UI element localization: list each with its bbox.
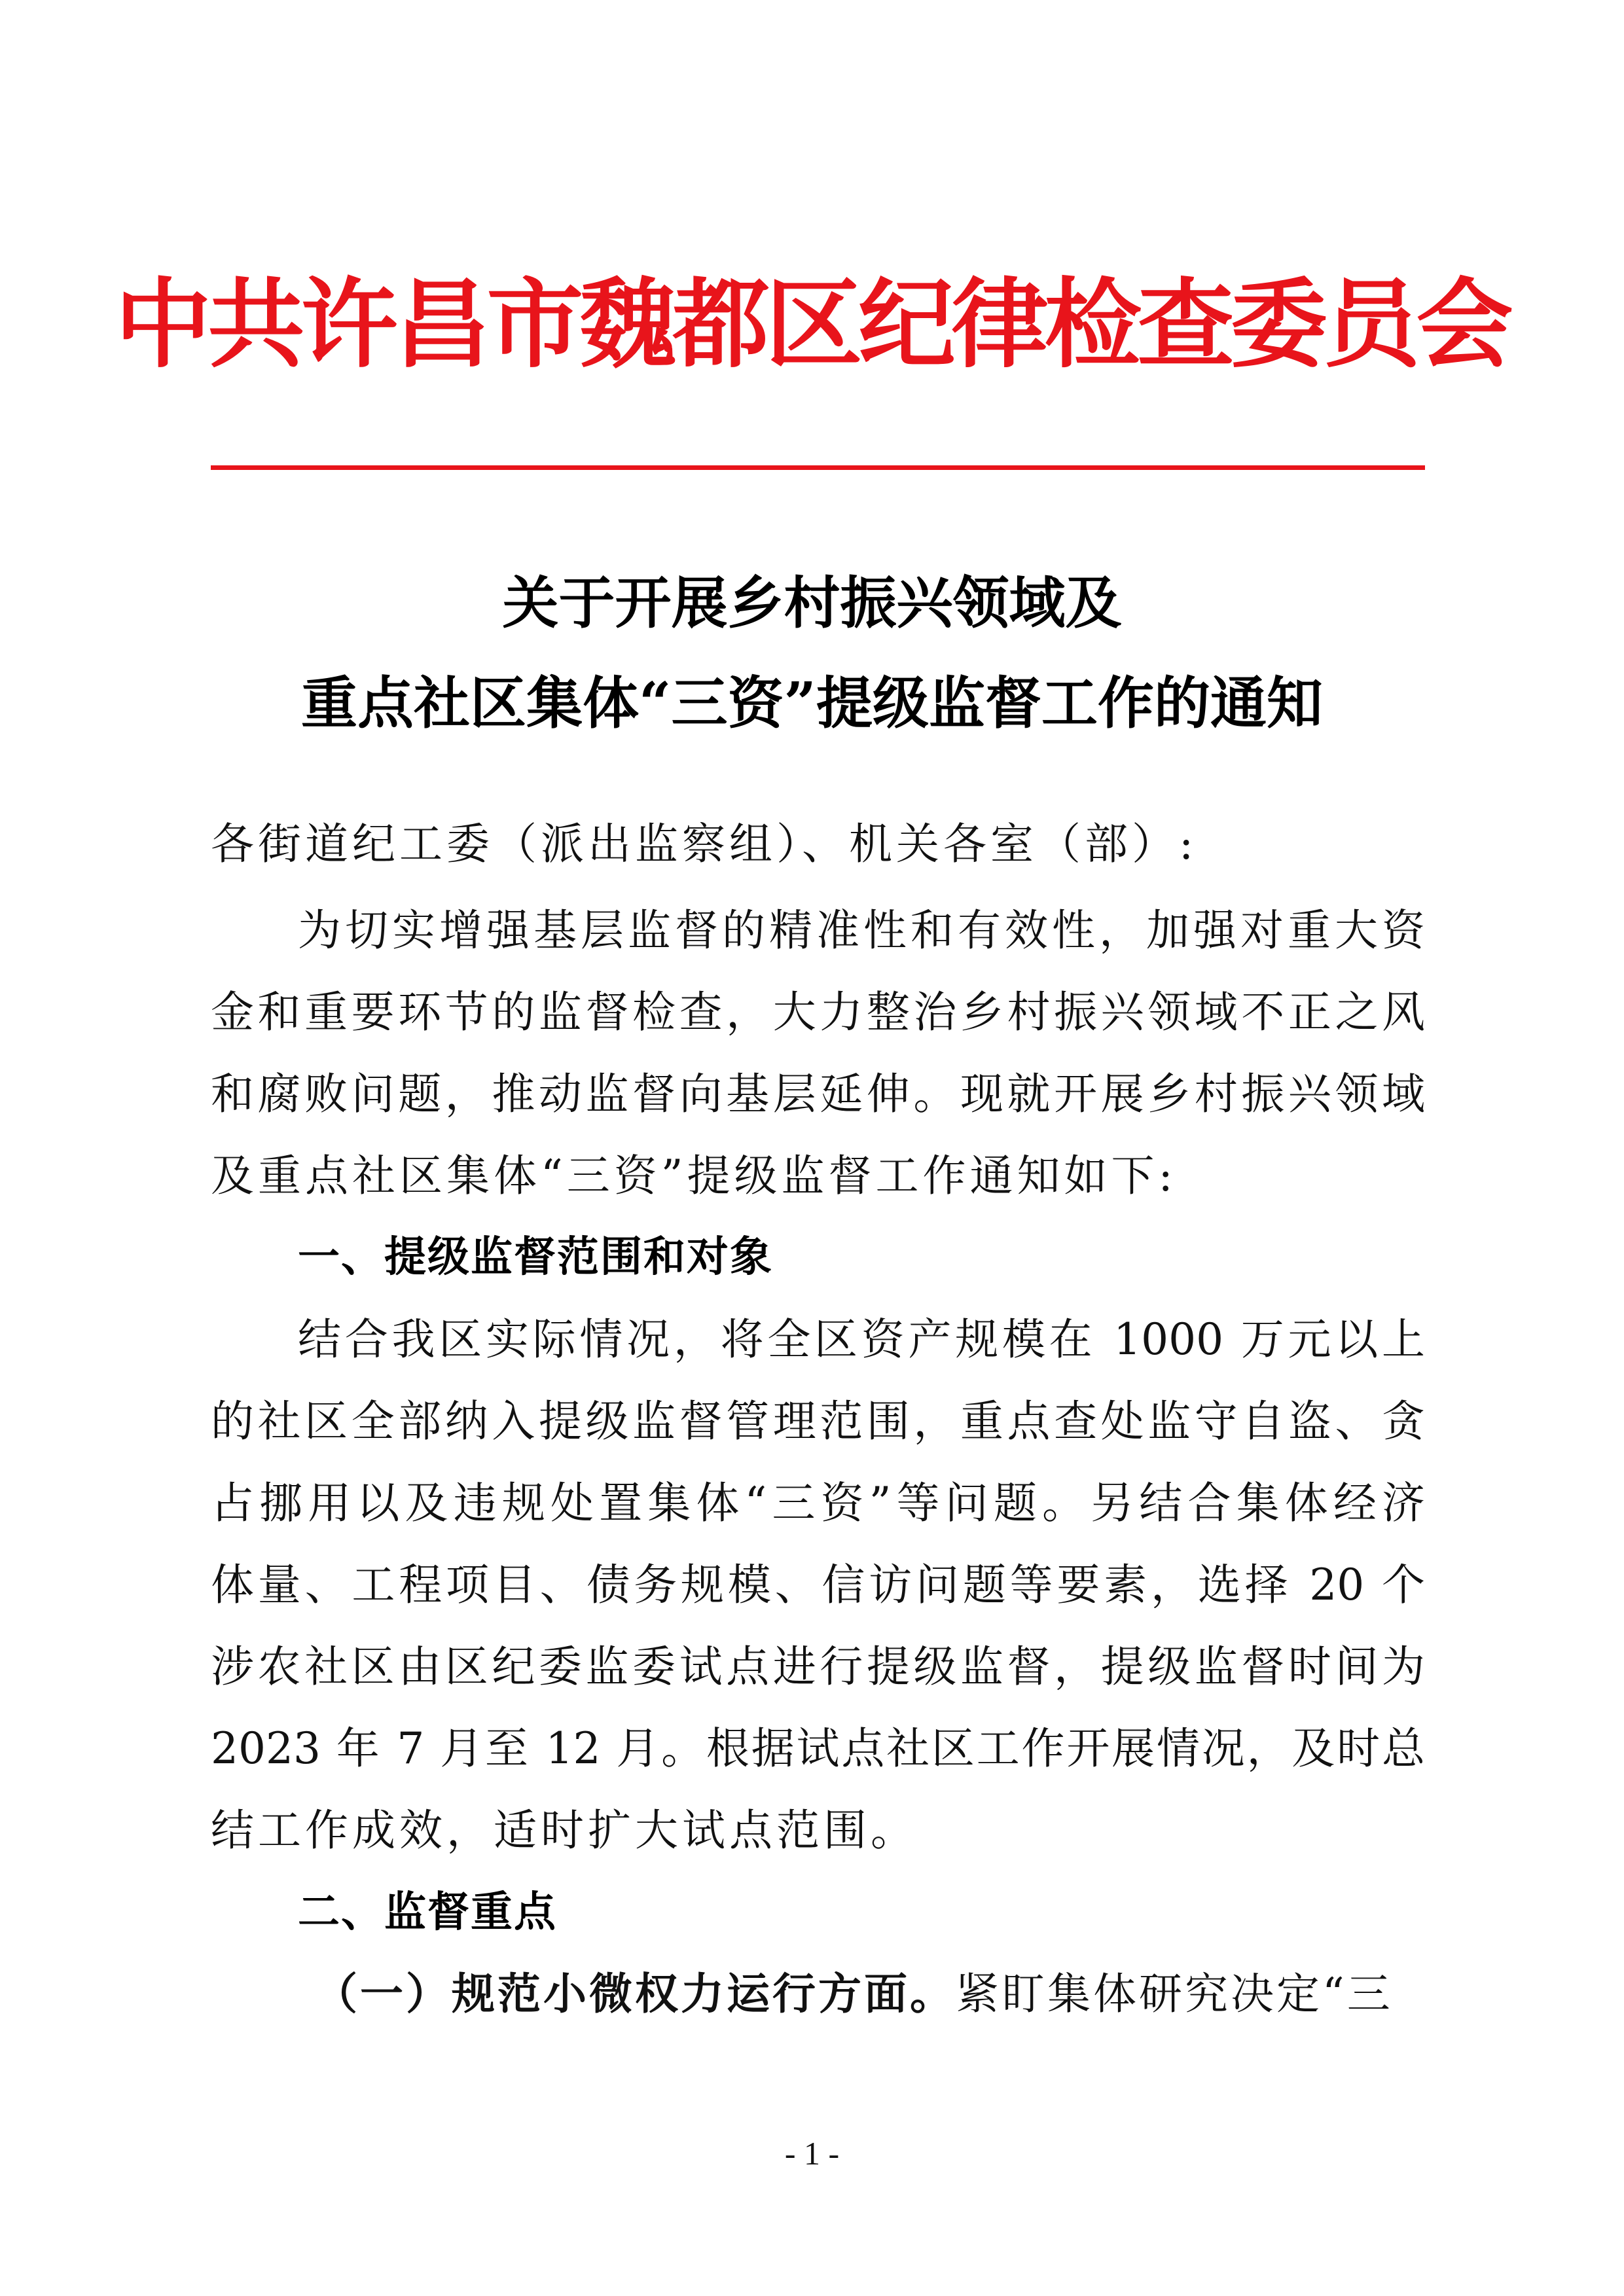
intro-line-1: 为切实增强基层监督的精准性和有效性，加强对重大资 — [298, 905, 1425, 956]
section-1-line-2: 的社区全部纳入提级监督管理范围，重点查处监守自盗、贪 — [211, 1396, 1425, 1446]
document-title-line-1: 关于开展乡村振兴领域及 — [502, 570, 1122, 636]
section-1-line-6: 2023 年 7 月至 12 月。根据试点社区工作开展情况，及时总 — [211, 1723, 1425, 1774]
section-1-line-7: 结工作成效，适时扩大试点范围。 — [211, 1805, 918, 1856]
section-2-heading: 二、监督重点 — [298, 1888, 557, 1937]
intro-line-4: 及重点社区集体“三资”提级监督工作通知如下: — [211, 1151, 1177, 1201]
section-1-line-1: 结合我区实际情况，将全区资产规模在 1000 万元以上 — [298, 1314, 1425, 1365]
salutation: 各街道纪工委（派出监察组）、机关各室（部）: — [211, 819, 1198, 869]
red-divider — [211, 465, 1425, 470]
intro-line-2: 金和重要环节的监督检查，大力整治乡村振兴领域不正之风 — [211, 987, 1425, 1037]
section-1-line-5: 涉农社区由区纪委监委试点进行提级监督，提级监督时间为 — [211, 1641, 1425, 1692]
section-1-heading: 一、提级监督范围和对象 — [298, 1233, 773, 1282]
section-1-line-3: 占挪用以及违规处置集体“三资”等问题。另结合集体经济 — [211, 1478, 1425, 1528]
masthead-title: 中共许昌市魏都区纪律检查委员会 — [115, 267, 1509, 381]
section-2-sub-1-lead: （一）规范小微权力运行方面。 — [314, 1969, 956, 2019]
document-title-line-2: 重点社区集体“三资”提级监督工作的通知 — [301, 670, 1323, 736]
intro-line-3: 和腐败问题，推动监督向基层延伸。现就开展乡村振兴领域 — [211, 1069, 1425, 1119]
section-1-line-4: 体量、工程项目、债务规模、信访问题等要素，选择 20 个 — [211, 1560, 1425, 1610]
page-number: - 1 - — [784, 2135, 840, 2172]
section-2-sub-1-text: 紧盯集体研究决定“三 — [956, 1969, 1393, 2019]
section-2-sub-1 — [314, 1962, 1425, 2027]
